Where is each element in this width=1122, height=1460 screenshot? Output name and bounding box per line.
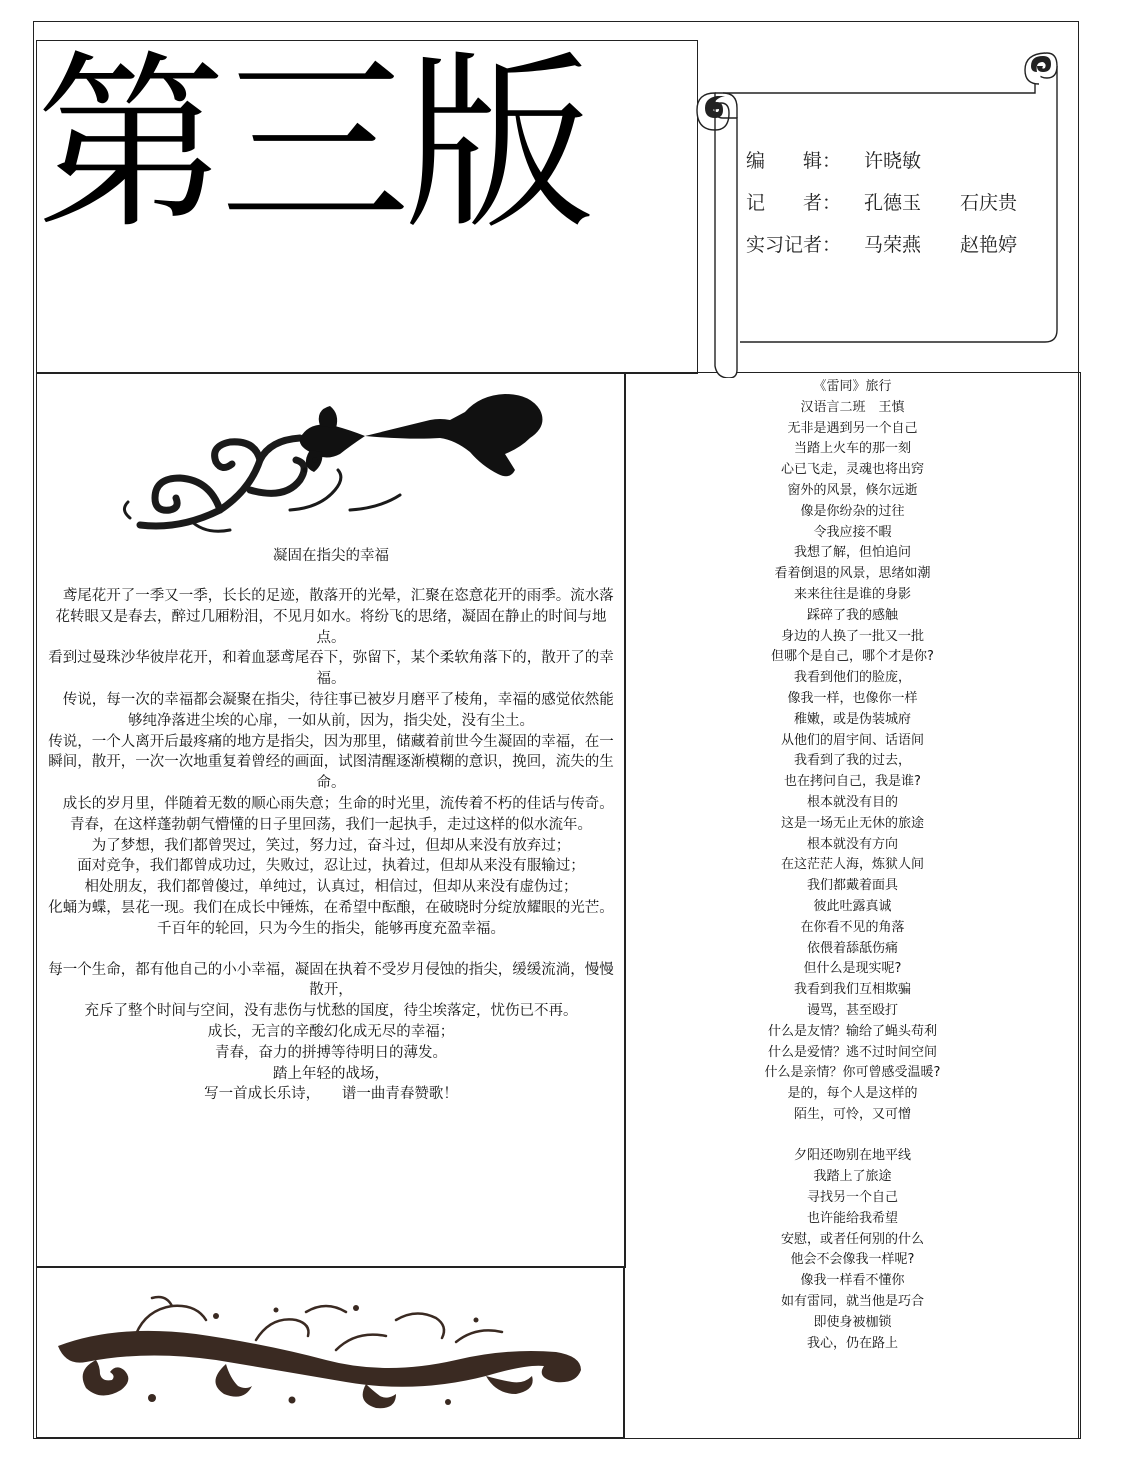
article-paragraph: 化蛹为蝶，昙花一现。我们在成长中锤炼，在希望中酝酿，在破晓时分绽放耀眼的光芒。 xyxy=(48,899,614,916)
poem-line xyxy=(626,1126,1079,1147)
poem-line: 他会不会像我一样呢? xyxy=(790,1252,915,1268)
staff-name: 马荣燕 xyxy=(864,234,922,256)
poem-line: 但什么是现实呢? xyxy=(803,961,902,977)
swirl-ornament xyxy=(56,1290,586,1420)
staff-role: 实习记者： xyxy=(746,234,842,256)
flower-hummingbird-illustration xyxy=(110,390,560,540)
poem-line: 这是一场无止无休的旅途 xyxy=(780,815,924,831)
article-paragraph: 相处朋友，我们都曾傻过，单纯过，认真过，相信过，但却从来没有虚伪过； xyxy=(84,879,578,896)
poem-line: 依偎着舔舐伤痛 xyxy=(806,940,898,956)
article-closing-line: 每一个生命，都有他自己的小小幸福，凝固在执着不受岁月侵蚀的指尖，缓缓流淌，慢慢散开， xyxy=(48,961,614,999)
poem-line: 根本就没有方向 xyxy=(806,836,898,852)
poem-line: 但哪个是自己，哪个才是你? xyxy=(771,649,934,665)
poem-line: 是的，每个人是这样的 xyxy=(787,1086,918,1102)
article-paragraph: 传说，每一次的幸福都会凝聚在指尖，待往事已被岁月磨平了棱角，幸福的感觉依然能够纯净落进尘埃的心扉，一如从前，因为，指尖处，没有尘土。 xyxy=(48,691,614,729)
poem-line: 稚嫩，或是伪装城府 xyxy=(793,711,911,727)
poem-author: 汉语言二班 王慎 xyxy=(800,399,905,415)
poem-line: 什么是友情？输给了蝇头苟利 xyxy=(767,1023,937,1039)
poem-line: 我心，仍在路上 xyxy=(806,1335,898,1351)
poem-line: 来来往往是谁的身影 xyxy=(793,586,911,602)
poem-line: 我看到他们的脸庞， xyxy=(793,670,911,686)
article-paragraph: 为了梦想，我们都曾哭过，笑过，努力过，奋斗过，但却从来没有放弃过； xyxy=(91,837,571,854)
poem-line: 我想了解，但怕追问 xyxy=(793,545,911,561)
staff-role: 记 者： xyxy=(746,192,842,214)
staff-name: 许晓敏 xyxy=(864,150,922,172)
poem-line: 像我一样，也像你一样 xyxy=(787,690,918,706)
article-closing-line: 青春，奋力的拼搏等待明日的薄发。 xyxy=(215,1044,447,1061)
poem-line: 陌生，可怜，又可憎 xyxy=(793,1106,911,1122)
article-closing-line: 充斥了整个时间与空间，没有悲伤与忧愁的国度，待尘埃落定，忧伤已不再。 xyxy=(84,1003,578,1020)
poem-line: 从他们的眉宇间、话语间 xyxy=(780,732,924,748)
poem-line: 我踏上了旅途 xyxy=(813,1169,892,1185)
poem-line: 什么是亲情？你可曾感受温暖? xyxy=(764,1065,941,1081)
poem-line: 像是你纷杂的过往 xyxy=(800,503,905,519)
poem-line: 寻找另一个自己 xyxy=(806,1190,898,1206)
poem-line: 安慰，或者任何别的什么 xyxy=(780,1231,924,1247)
poem-line: 彼此吐露真诚 xyxy=(813,898,892,914)
article-paragraph: 传说，一个人离开后最疼痛的地方是指尖，因为那里，储藏着前世今生凝固的幸福，在一瞬间，散开，一次一次地重复着曾经的画面，试图清醒逐渐模糊的意识，挽回，流失的生命。 xyxy=(48,733,614,792)
poem-line: 在这茫茫人海，炼狱人间 xyxy=(780,857,924,873)
poem-line: 根本就没有目的 xyxy=(806,794,898,810)
poem-line: 令我应接不暇 xyxy=(813,524,892,540)
article-paragraph: 鸢尾花开了一季又一季，长长的足迹，散落开的光晕，汇聚在恣意花开的雨季。流水落花转眼又是春去，醉过几厢粉泪，不见月如水。将纷飞的思绪，凝固在静止的时间与地点。 xyxy=(48,588,614,646)
poem-line: 我看到了我的过去， xyxy=(793,753,911,769)
poem-line: 像我一样看不懂你 xyxy=(800,1273,905,1289)
article-closing-line: 成长，无言的辛酸幻化成无尽的幸福； xyxy=(207,1023,455,1040)
staff-role: 编 辑： xyxy=(746,150,842,172)
poem-title: 《雷同》旅行 xyxy=(813,379,892,394)
poem-line: 也许能给我希望 xyxy=(806,1210,898,1226)
article-body xyxy=(46,586,616,1105)
poem-line: 也在拷问自己，我是谁? xyxy=(784,774,921,790)
poem-line: 在你看不见的角落 xyxy=(800,919,905,935)
staff-name: 赵艳婷 xyxy=(960,234,1018,256)
masthead-title: 第三版 xyxy=(36,34,589,255)
poem-line: 看着倒退的风景，思绪如潮 xyxy=(774,566,931,582)
poem-line: 心已飞走，灵魂也将出窍 xyxy=(780,462,924,478)
poem-line: 如有雷同，就当他是巧合 xyxy=(780,1294,924,1310)
poem-line: 什么是爱情？逃不过时间空间 xyxy=(767,1044,937,1060)
poem-line: 无非是遇到另一个自己 xyxy=(787,420,918,436)
poem-line: 踩碎了我的感触 xyxy=(806,607,898,623)
poem-line: 身边的人换了一批又一批 xyxy=(780,628,924,644)
poem-line: 当踏上火车的那一刻 xyxy=(793,441,911,457)
staff-name: 石庆贵 xyxy=(960,192,1018,214)
poem-line: 窗外的风景，倏尔远逝 xyxy=(787,482,918,498)
article-title: 凝固在指尖的幸福 xyxy=(273,548,389,564)
article-paragraph: 千百年的轮回，只为今生的指尖，能够再度充盈幸福。 xyxy=(157,920,505,937)
article-closing-line: 写一首成长乐诗， 谱一曲青春赞歌！ xyxy=(204,1086,458,1103)
article-paragraph: 面对竞争，我们都曾成功过，失败过，忍让过，执着过，但却从来没有服输过； xyxy=(77,858,585,875)
poem xyxy=(626,377,1079,1354)
poem-line: 我们都戴着面具 xyxy=(806,878,898,894)
poem-line: 夕阳还吻别在地平线 xyxy=(793,1148,911,1164)
article-closing-line: 踏上年轻的战场， xyxy=(273,1065,389,1082)
article-paragraph: 看到过曼珠沙华彼岸花开，和着血瑟鸢尾吞下，弥留下，某个柔软角落下的，散开了的幸福。 xyxy=(48,650,614,688)
staff-name: 孔德玉 xyxy=(864,192,922,214)
article-paragraph: 成长的岁月里，伴随着无数的顺心雨失意；生命的时光里，流传着不朽的佳话与传奇。青春，在这样蓬勃朝气懵懂的日子里回荡，我们一起执手，走过这样的似水流年。 xyxy=(48,795,614,833)
poem-line: 我看到我们互相欺骗 xyxy=(793,982,911,998)
poem-line: 即使身被枷锁 xyxy=(813,1314,892,1330)
poem-line: 谩骂，甚至殴打 xyxy=(806,1002,898,1018)
